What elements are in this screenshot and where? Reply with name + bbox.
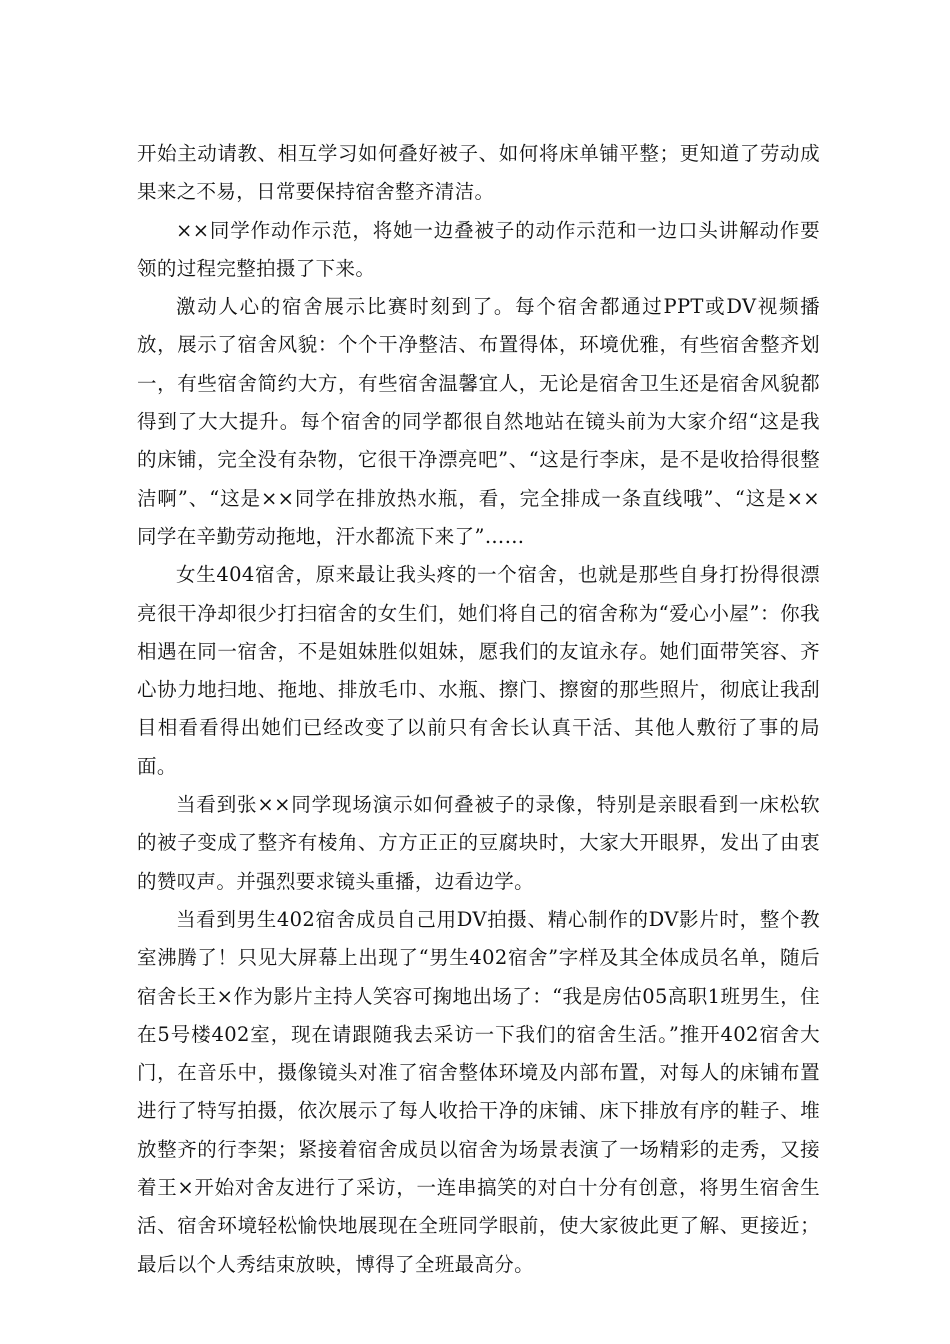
document-page [137, 135, 820, 1284]
paragraph-5: 当看到张××同学现场演示如何叠被子的录像，特别是亲眼看到一床松软的被子变成了整齐有棱角、方方正正的豆腐块时，大家大开眼界，发出了由衷的赞叹声。并强烈要求镜头重播，边看边学。 [137, 793, 820, 893]
paragraph-3: 激动人心的宿舍展示比赛时刻到了。每个宿舍都通过PPT或DV视频播放，展示了宿舍风貌：个个干净整洁、布置得体，环境优雅，有些宿舍整齐划一，有些宿舍简约大方，有些宿舍温馨宜人，无论是宿舍卫生还是宿舍风貌都得到了大大提升。每个宿舍的同学都很自然地站在镜头前为大家介绍“这是我的床铺，完全没有杂物，它很干净漂亮吧”、“这是行李床，是不是收拾得很整洁啊”、“这是××同学在排放热水瓶，看，完全排成一条直线哦”、“这是××同学在辛勤劳动拖地，汗水都流下来了”…… [137, 295, 820, 548]
paragraph-4: 女生404宿舍，原来最让我头疼的一个宿舍，也就是那些自身打扮得很漂亮很干净却很少打扫宿舍的女生们，她们将自己的宿舍称为“爱心小屋”：你我相遇在同一宿舍，不是姐妹胜似姐妹，愿我们的友谊永存。她们面带笑容、齐心协力地扫地、拖地、排放毛巾、水瓶、擦门、擦窗的那些照片，彻底让我刮目相看看得出她们已经改变了以前只有舍长认真干活、其他人敷衍了事的局面。 [137, 563, 820, 778]
paragraph-2: ××同学作动作示范，将她一边叠被子的动作示范和一边口头讲解动作要领的过程完整拍摄了下来。 [137, 218, 820, 280]
paragraph-6: 当看到男生402宿舍成员自己用DV拍摄、精心制作的DV影片时，整个教室沸腾了！只见大屏幕上出现了“男生402宿舍”字样及其全体成员名单，随后宿舍长王×作为影片主持人笑容可掬地出场了：“我是房估05高职1班男生，住在5号楼402室，现在请跟随我去采访一下我们的宿舍生活。”推开402宿舍大门，在音乐中，摄像镜头对准了宿舍整体环境及内部布置，对每人的床铺布置进行了特写拍摄，依次展示了每人收拾干净的床铺、床下排放有序的鞋子、堆放整齐的行李架；紧接着宿舍成员以宿舍为场景表演了一场精彩的走秀，又接着王×开始对舍友进行了采访，一连串搞笑的对白十分有创意，将男生宿舍生活、宿舍环境轻松愉快地展现在全班同学眼前，使大家彼此更了解、更接近；最后以个人秀结束放映，博得了全班最高分。 [137, 907, 820, 1276]
paragraph-1: 开始主动请教、相互学习如何叠好被子、如何将床单铺平整；更知道了劳动成果来之不易，日常要保持宿舍整齐清洁。 [137, 142, 820, 204]
